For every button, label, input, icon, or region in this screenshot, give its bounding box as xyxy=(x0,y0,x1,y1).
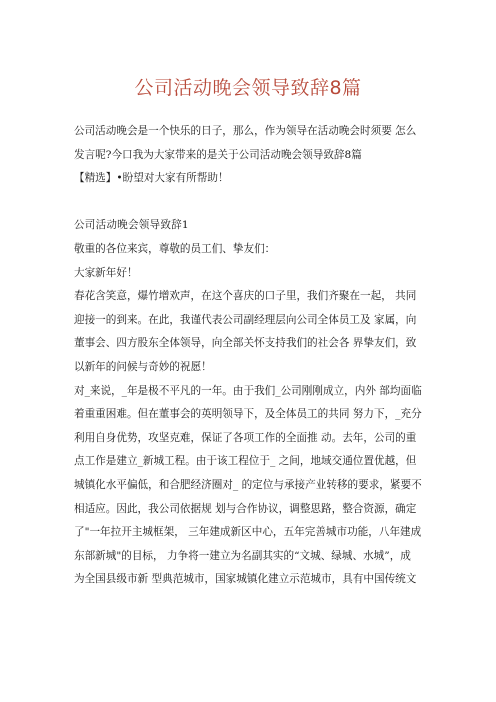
body-line: 董事会、四方股东全体领导，向全部关怀支持我们的社会各 界挚友们，致 xyxy=(74,337,417,350)
body-line: 对_来说，_年是极不平凡的一年。由于我们_公司刚刚成立，内外 部均面临 xyxy=(74,384,422,397)
body-line: 敬重的各位来宾，尊敬的员工们、挚友们： xyxy=(74,242,276,255)
body-line: 利用自身优势，攻坚克难，保证了各项工作的全面推 动。去年，公司的重 xyxy=(74,431,417,444)
document-body xyxy=(74,120,434,592)
body-line: 城镇化水平偏低，和合肥经济圈对_ 的定位与承接产业转移的要求，紧要不 xyxy=(74,478,422,491)
body-line: 相适应。因此，我公司依据规 划与合作协议，调整思路，整合资源，确定 xyxy=(74,502,417,515)
paragraph-gap xyxy=(74,191,434,215)
body-line: 春花含笑意，爆竹增欢声，在这个喜庆的口子里，我们齐聚在一起， 共同 xyxy=(74,290,417,303)
body-line: 东部新城"的目标， 力争将一建立为名副其实的“文城、绿城、水城”，成 xyxy=(74,549,411,562)
body-line: 以新年的问候与奇妙的祝愿！ xyxy=(74,360,212,373)
section-heading: 公司活动晚会领导致辞1 xyxy=(74,219,189,232)
body-line: 大家新年好！ xyxy=(74,266,138,279)
body-line: 为全国县级市新 型典范城市，国家城镇化建立示范城市，具有中国传统文 xyxy=(74,573,417,586)
intro-line: 发言呢?今口我为大家带来的是关于公司活动晚会领导致辞8篇 xyxy=(74,148,362,161)
intro-line: 【精选】•盼望对大家有所帮助！ xyxy=(74,172,229,185)
body-line: 着重重困难。但在董事会的英明领导下，及全体员工的共同 努力下，_充分 xyxy=(74,408,422,421)
body-line: 点工作是建立_新城工程。由于该工程位于_ 之间，地域交通位置优越，但 xyxy=(74,455,417,468)
body-line: 了"一年拉开主城框架， 三年建成新区中心，五年完善城市功能，八年建成 xyxy=(74,526,422,539)
intro-line: 公司活动晚会是一个快乐的日子，那么，作为领导在活动晚会时须要 怎么 xyxy=(74,125,417,137)
document-title: 公司活动晚会领导致辞8篇 xyxy=(134,77,362,99)
body-line: 迎接一的到来。在此，我谨代表公司副经理层向公司全体员工及 家属，向 xyxy=(74,313,417,326)
